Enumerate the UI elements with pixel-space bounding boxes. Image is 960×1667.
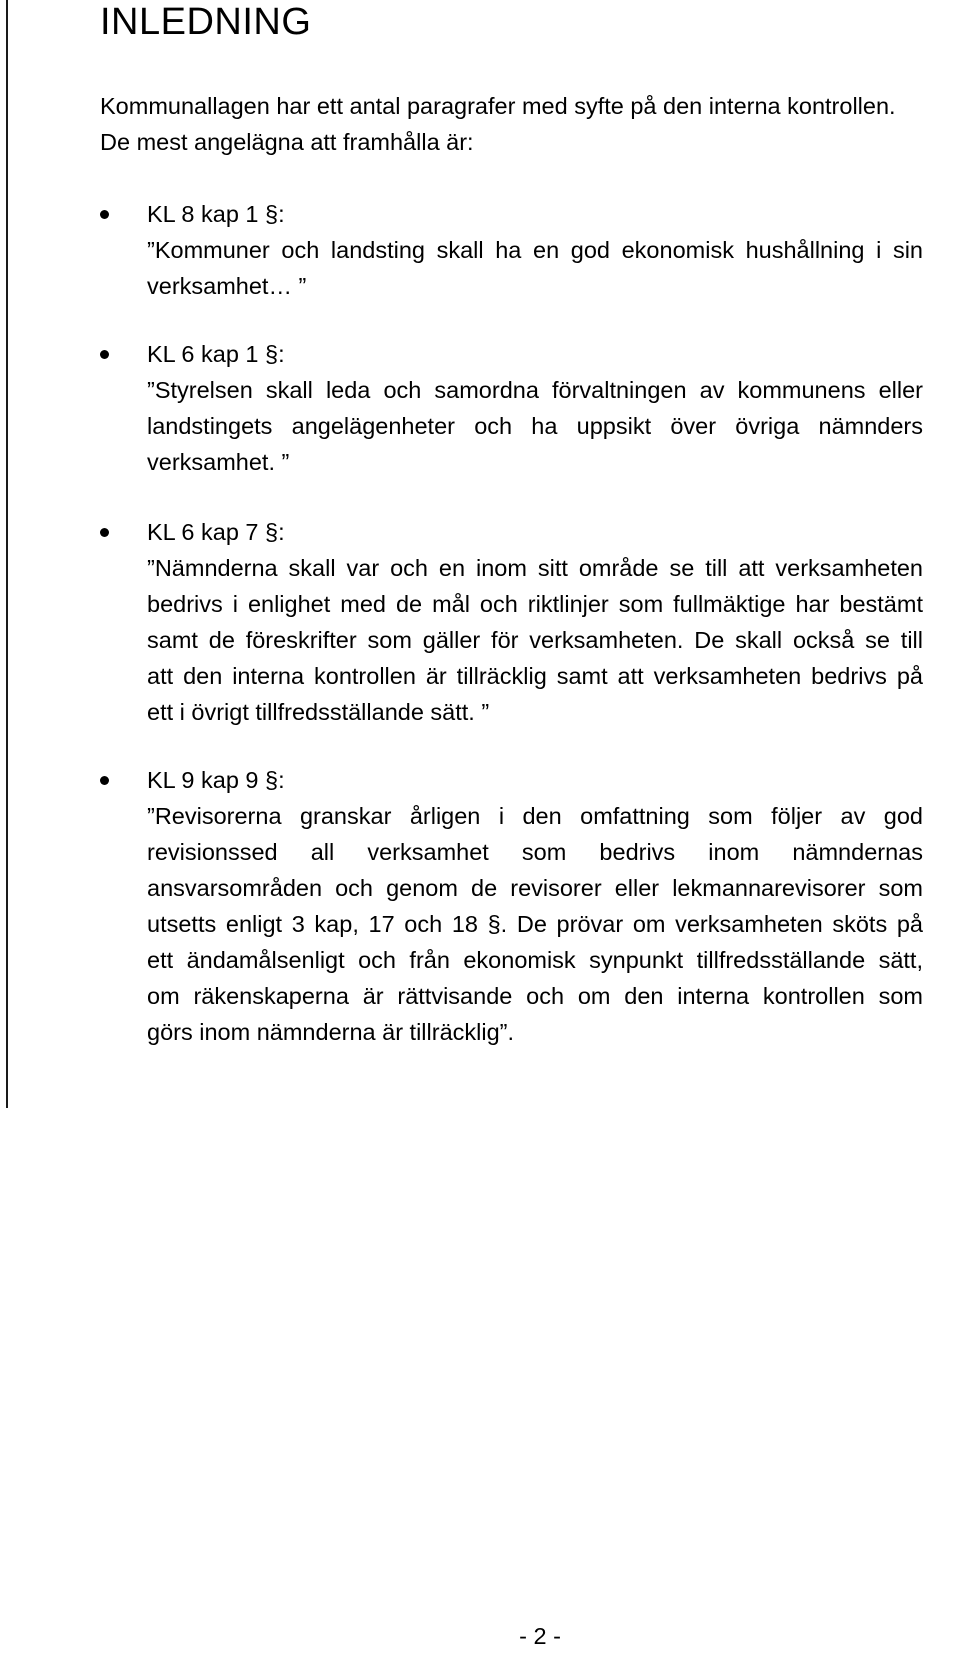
law-rule-item xyxy=(100,336,930,480)
page-number: - 2 - xyxy=(519,1623,561,1649)
quote-line: att den interna kontrollen är tillräcklig samt att verksamheten bedrivs på xyxy=(147,663,923,689)
quote-line: utsetts enligt 3 kap, 17 och 18 §. De prövar om verksamheten sköts på xyxy=(147,911,923,937)
bullet-icon xyxy=(100,776,109,785)
law-reference: KL 6 kap 7 §: xyxy=(147,519,285,545)
law-reference: KL 9 kap 9 §: xyxy=(147,767,285,793)
document-page xyxy=(100,0,930,1045)
bullet-icon xyxy=(100,528,109,537)
quote-line: verksamhet. ” xyxy=(147,449,290,475)
quote-line: ”Kommuner och landsting skall ha en god ekonomisk hushållning i sin xyxy=(147,237,923,263)
quote-line: ansvarsområden och genom de revisorer eller lekmannarevisorer som xyxy=(147,875,923,901)
law-reference: KL 8 kap 1 §: xyxy=(147,201,285,227)
quote-line: bedrivs i enlighet med de mål och riktlinjer som fullmäktige har bestämt xyxy=(147,591,923,617)
quote-line: revisionssed all verksamhet som bedrivs inom nämndernas xyxy=(147,839,923,865)
page-heading: INLEDNING xyxy=(100,1,312,43)
law-rule-item xyxy=(100,514,930,730)
bullet-icon xyxy=(100,350,109,359)
quote-line: ett ändamålsenligt och från ekonomisk synpunkt tillfredsställande sätt, xyxy=(147,947,923,973)
law-rule-body xyxy=(147,514,923,730)
quote-line: ”Revisorerna granskar årligen i den omfattning som följer av god xyxy=(147,803,923,829)
quote-line: ”Nämnderna skall var och en inom sitt område se till att verksamheten xyxy=(147,555,923,581)
law-rule-body xyxy=(147,196,923,304)
quote-line: om räkenskaperna är rättvisande och om den interna kontrollen som xyxy=(147,983,923,1009)
law-rule-item xyxy=(100,762,930,1050)
law-rule-item xyxy=(100,196,930,304)
margin-change-bar xyxy=(6,0,8,1108)
quote-line: samt de föreskrifter som gäller för verksamheten. De skall också se till xyxy=(147,627,923,653)
law-rule-body xyxy=(147,762,923,1050)
quote-line: ett i övrigt tillfredsställande sätt. ” xyxy=(147,699,490,725)
quote-line: verksamhet… ” xyxy=(147,273,307,299)
bullet-icon xyxy=(100,210,109,219)
intro-line: De mest angelägna att framhålla är: xyxy=(100,129,474,155)
quote-line: ”Styrelsen skall leda och samordna förvaltningen av kommunens eller xyxy=(147,377,923,403)
law-rule-body xyxy=(147,336,923,480)
law-reference: KL 6 kap 1 §: xyxy=(147,341,285,367)
intro-line: Kommunallagen har ett antal paragrafer med syfte på den interna kontrollen. xyxy=(100,93,896,119)
intro-paragraph xyxy=(100,88,930,160)
quote-line: landstingets angelägenheter och ha uppsikt över övriga nämnders xyxy=(147,413,923,439)
quote-line: görs inom nämnderna är tillräcklig”. xyxy=(147,1019,515,1045)
